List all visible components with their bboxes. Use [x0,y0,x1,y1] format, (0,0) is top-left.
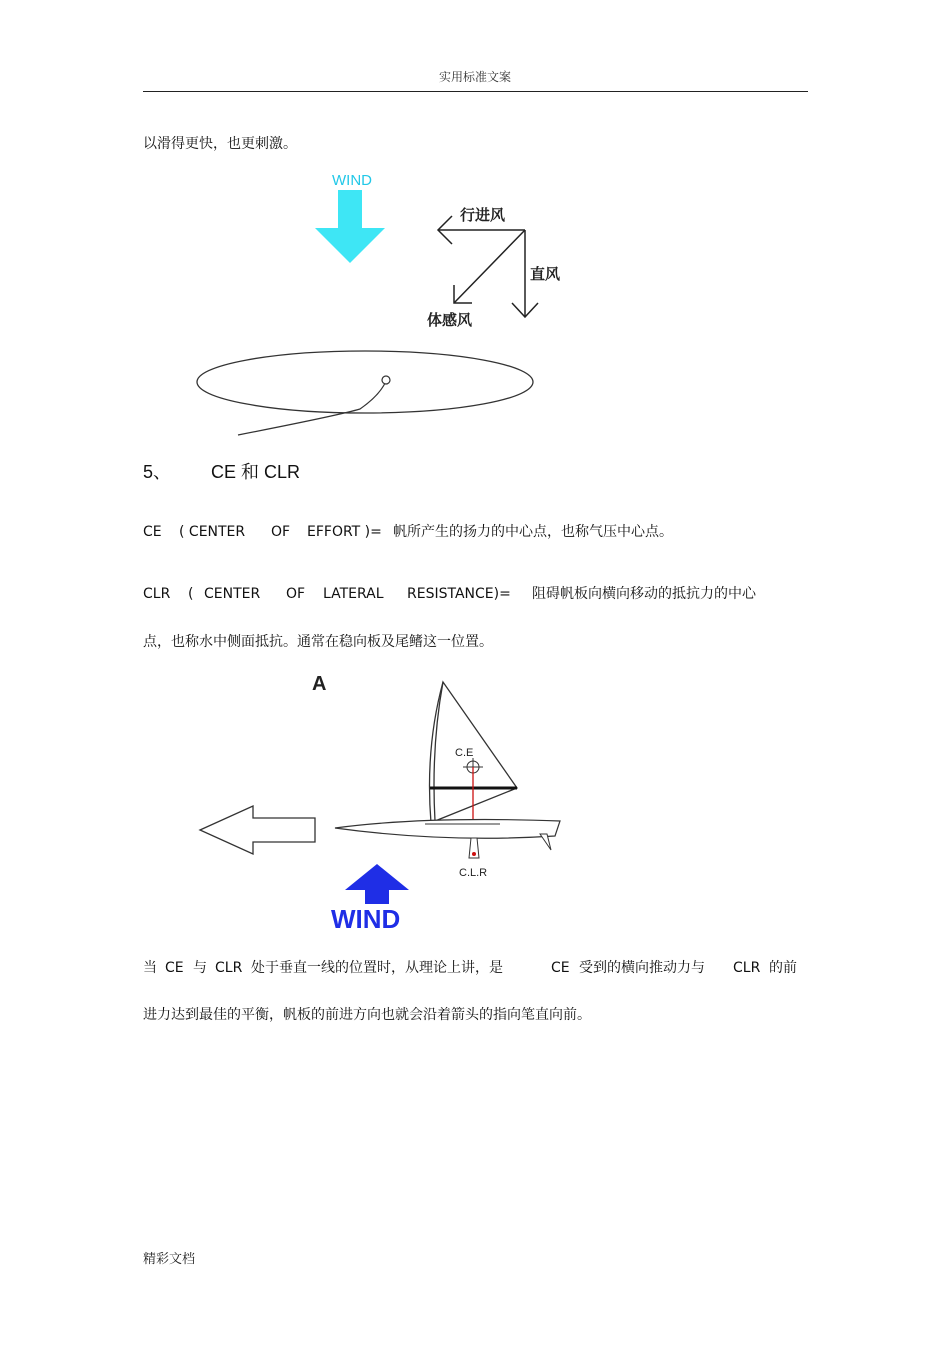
board-outline [197,351,533,413]
clr-continuation: 点，也称水中侧面抵抗。通常在稳向板及尾鳍这一位置。 [143,634,493,650]
clr-label: C.L.R [459,867,488,879]
label-a: A [312,673,327,695]
clr-term-2: ( [188,586,194,602]
direct-wind-label: 直风 [530,266,561,283]
heading-text: CE 和 CLR [211,462,301,482]
wind-label: WIND [332,172,372,189]
ce-term-4: EFFORT )= [307,524,382,540]
summary-part-8: CLR [733,960,761,976]
page-header: 实用标准文案 [438,70,511,84]
ce-term-3: OF [271,524,291,540]
felt-wind-label: 体感风 [427,312,473,329]
wind-arrow-blue [345,864,409,904]
mast-foot [382,376,390,384]
header-rule [143,91,808,92]
summary-part-1: 当 [143,960,157,976]
clr-term-1: CLR [143,586,171,602]
summary-part-4: CLR [215,960,243,976]
page-footer: 精彩文档 [143,1252,196,1267]
summary-part-6: CE [551,960,570,976]
summary-part-3: 与 [193,960,207,976]
board-hull [335,820,560,839]
section-heading [143,458,300,484]
summary-line-1 [143,957,797,977]
ce-term-5: 帆所产生的扬力的中心点，也称气压中心点。 [393,524,673,540]
summary-part-2: CE [165,960,184,976]
heading-number: 5、 [143,462,172,482]
travel-wind-label: 行进风 [460,207,506,224]
sailboard-ce-clr-diagram [195,668,575,938]
summary-part-7: 受到的横向推动力与 [579,960,705,976]
rig-line [238,381,386,435]
wind-arrow-cyan [315,190,385,263]
summary-part-9: 的前 [769,960,797,976]
wind-vector-diagram [190,165,561,440]
sail [434,682,517,821]
ce-label: C.E [455,747,474,759]
clr-term-3: CENTER [204,586,261,602]
clr-point [472,852,476,856]
ce-term-2: ( CENTER [179,524,246,540]
wind-label-blue: WIND [331,904,401,934]
direction-arrow [200,806,315,854]
ce-definition [143,521,673,541]
clr-term-5: LATERAL [323,586,384,602]
summary-line-2: 进力达到最佳的平衡，帆板的前进方向也就会沿着箭头的指向笔直向前。 [143,1007,591,1023]
clr-definition [143,583,756,603]
clr-term-4: OF [286,586,306,602]
clr-term-6: RESISTANCE)= [407,586,511,602]
ce-term-1: CE [143,524,162,540]
intro-paragraph: 以滑得更快，也更刺激。 [143,136,297,152]
clr-term-7: 阻碍帆板向横向移动的抵抗力的中心 [532,586,756,602]
felt-wind-line [454,230,525,303]
summary-part-5: 处于垂直一线的位置时，从理论上讲，是 [251,960,503,976]
